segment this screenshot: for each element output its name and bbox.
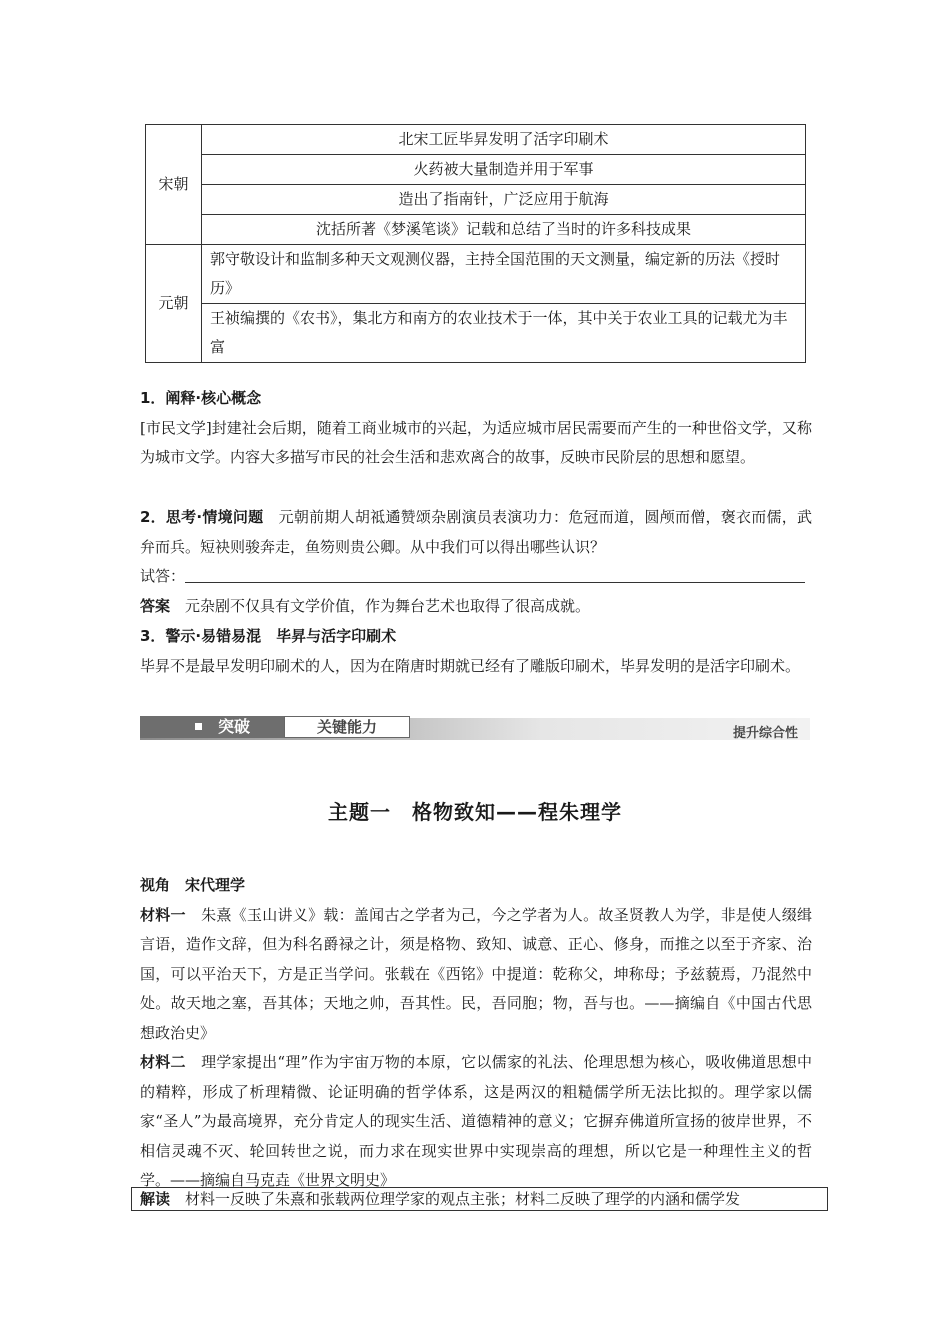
- section-1-body: [市民文学]封建社会后期，随着工商业城市的兴起，为适应城市居民需要而产生的一种世俗文学，又称为城市文学。内容大多描写市民的社会生活和悲欢离合的故事，反映市民阶层的思想和愿望。: [140, 418, 812, 466]
- section-2-body: 元朝前期人胡祗遹赞颂杂剧演员表演功力：危冠而道，圆颅而僧，褒衣而儒，武弁而兵。短袂则骏奔走，鱼笏则贵公卿。从中我们可以得出哪些认识？: [140, 508, 812, 556]
- table-row: [146, 155, 806, 185]
- section-2: [140, 503, 812, 621]
- section-1: [140, 384, 812, 473]
- try-answer-line: [140, 562, 812, 592]
- materials: [140, 871, 812, 1196]
- answer-label: 答案: [140, 596, 171, 615]
- material-1: [140, 901, 812, 1049]
- try-label: 试答：: [140, 567, 186, 585]
- answer: [140, 592, 812, 622]
- section-2-heading: 2．思考·情境问题: [140, 508, 264, 526]
- section-3-heading: 3．警示·易错易混: [140, 627, 262, 645]
- table-cell: 沈括所著《梦溪笔谈》记载和总结了当时的许多科技成果: [202, 215, 806, 245]
- answer-text: 元杂剧不仅具有文学价值，作为舞台艺术也取得了很高成就。: [185, 596, 591, 615]
- section-3: [140, 622, 812, 681]
- table-cell: 郭守敬设计和监制多种天文观测仪器，主持全国范围的天文测量，编定新的历法《授时历》: [202, 245, 806, 304]
- banner-label: 突破: [218, 717, 251, 736]
- material-2-label: 材料二: [140, 1053, 186, 1071]
- material-2: [140, 1048, 812, 1196]
- view-text: 宋代理学: [185, 876, 246, 894]
- table-cell: 火药被大量制造并用于军事: [202, 155, 806, 185]
- table-row: [146, 185, 806, 215]
- banner-right-label: 提升综合性: [732, 726, 798, 741]
- dynasty-cell-song: 宋朝: [146, 125, 202, 245]
- square-bullet-icon: [195, 723, 202, 730]
- section-3-subheading: 毕昇与活字印刷术: [276, 627, 397, 645]
- dynasty-cell-yuan: 元朝: [146, 245, 202, 363]
- banner-box-label: 关键能力: [284, 716, 410, 738]
- material-1-text: 朱熹《玉山讲义》载：盖闻古之学者为己，今之学者为人。故圣贤教人为学，非是使人缀缉言语，造作文辞，但为科名爵禄之计，须是格物、致知、诚意、正心、修身，而推之以至于齐家、治国，可以平治天下，方是正当学问。张载在《西铭》中提道：乾称父，坤称母；予兹藐焉，乃混然中处。故天地之塞，吾其体；天地之帅，吾其性。民，吾同胞；物，吾与也。——摘编自《中国古代思想政治史》: [140, 905, 812, 1042]
- reading-box: [131, 1187, 828, 1211]
- section-1-heading: 1．阐释·核心概念: [140, 389, 262, 407]
- view-label: 视角: [140, 876, 171, 894]
- material-2-text: 理学家提出“理”作为宇宙万物的本原，它以儒家的礼法、伦理思想为核心，吸收佛道思想中的精粹，形成了析理精微、论证明确的哲学体系，这是两汉的粗糙儒学所无法比拟的。理学家以儒家“圣人”为最高境界，充分肯定人的现实生活、道德精神的意义；它摒弃佛道所宣扬的彼岸世界，不相信灵魂不灭、轮回转世之说，而力求在现实世界中实现崇高的理想，所以它是一种理性主义的哲学。——摘编自马克垚《世界文明史》: [140, 1053, 812, 1189]
- table-row: [146, 215, 806, 245]
- section-3-heading-line: [140, 622, 812, 652]
- table-row: [146, 125, 806, 155]
- science-achievements-table: [145, 124, 806, 363]
- material-1-label: 材料一: [140, 905, 186, 924]
- section-2-question: [140, 503, 812, 562]
- table-cell: 王祯编撰的《农书》，集北方和南方的农业技术于一体，其中关于农业工具的记载尤为丰富: [202, 304, 806, 363]
- section-3-body: 毕昇不是最早发明印刷术的人，因为在隋唐时期就已经有了雕版印刷术，毕昇发明的是活字印刷术。: [140, 656, 801, 675]
- table-row: [146, 245, 806, 304]
- answer-blank[interactable]: [185, 566, 805, 583]
- section-banner: [140, 712, 810, 742]
- table-cell: 造出了指南针，广泛应用于航海: [202, 185, 806, 215]
- reading-text: 材料一反映了朱熹和张载两位理学家的观点主张；材料二反映了理学的内涵和儒学发: [185, 1190, 741, 1208]
- view-line: [140, 871, 812, 901]
- table-row: [146, 304, 806, 363]
- table-cell: 北宋工匠毕昇发明了活字印刷术: [202, 125, 806, 155]
- reading-label: 解读: [140, 1190, 171, 1208]
- topic-title: 主题一 格物致知——程朱理学: [328, 800, 622, 824]
